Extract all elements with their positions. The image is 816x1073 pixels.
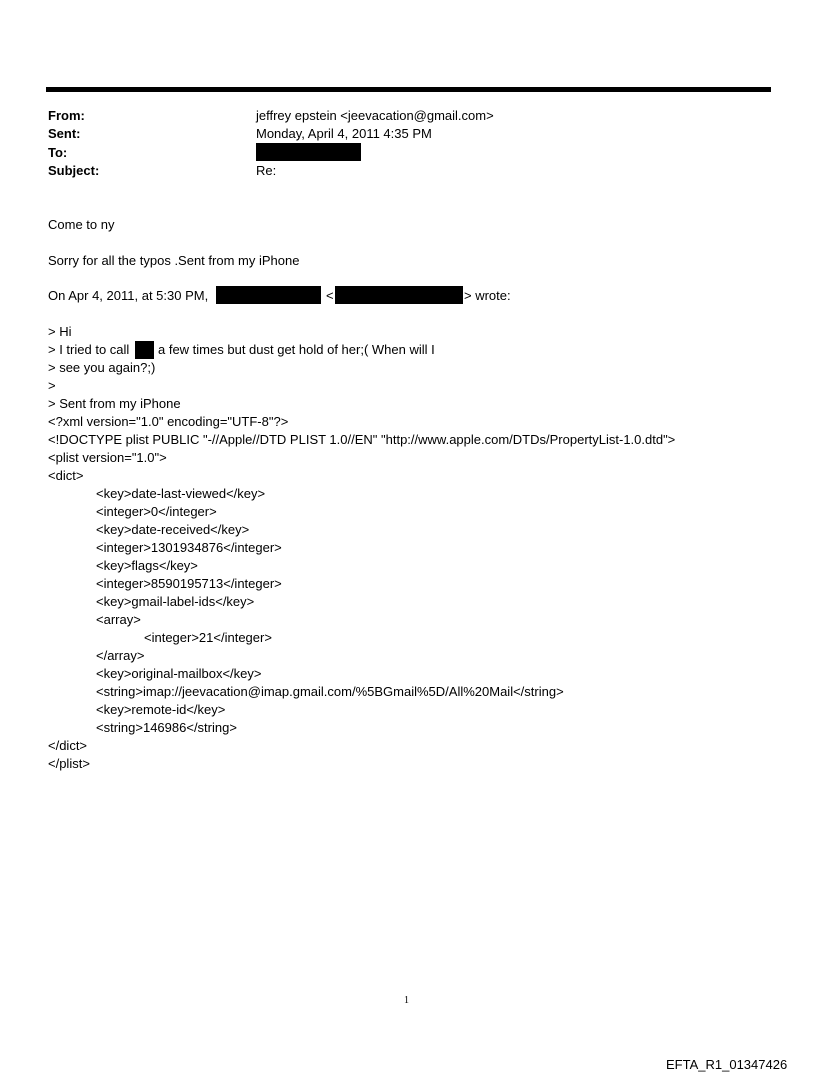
to-label: To: bbox=[48, 145, 68, 160]
wrote-prefix: On Apr 4, 2011, at 5:30 PM, bbox=[48, 288, 209, 303]
xml-line: <!DOCTYPE plist PUBLIC "-//Apple//DTD PLIST 1.0//EN" "http://www.apple.com/DTDs/PropertyList-1.0.dtd"> bbox=[48, 432, 676, 447]
xml-line: </array> bbox=[96, 648, 145, 663]
subject-label: Subject: bbox=[48, 163, 100, 178]
xml-line: <plist version="1.0"> bbox=[48, 450, 167, 465]
header-divider bbox=[46, 87, 771, 92]
xml-line: <key>flags</key> bbox=[96, 558, 198, 573]
quote-line-5: > Sent from my iPhone bbox=[48, 396, 181, 411]
from-label: From: bbox=[48, 108, 85, 123]
document-id: EFTA_R1_01347426 bbox=[666, 1057, 788, 1072]
quote-line-1: > Hi bbox=[48, 324, 72, 339]
quote-line-4: > bbox=[48, 378, 56, 393]
name-redaction bbox=[135, 341, 154, 359]
body-line-2: Sorry for all the typos .Sent from my iPhone bbox=[48, 253, 300, 268]
xml-line: <array> bbox=[96, 612, 141, 627]
xml-line: <integer>8590195713</integer> bbox=[96, 576, 282, 591]
xml-line: </plist> bbox=[48, 756, 90, 771]
sent-value: Monday, April 4, 2011 4:35 PM bbox=[256, 126, 432, 141]
subject-value: Re: bbox=[256, 163, 277, 178]
sender-email-redaction bbox=[335, 286, 463, 304]
xml-line: <key>date-received</key> bbox=[96, 522, 250, 537]
from-value: jeffrey epstein <jeevacation@gmail.com> bbox=[256, 108, 494, 123]
xml-line: <key>gmail-label-ids</key> bbox=[96, 594, 255, 609]
xml-line: <integer>0</integer> bbox=[96, 504, 217, 519]
to-redaction bbox=[256, 143, 361, 161]
xml-line: <integer>21</integer> bbox=[144, 630, 272, 645]
quote-line-2-end: a few times but dust get hold of her;( When will I bbox=[158, 342, 435, 357]
sent-label: Sent: bbox=[48, 126, 81, 141]
xml-line: </dict> bbox=[48, 738, 88, 753]
wrote-suffix: > wrote: bbox=[464, 288, 511, 303]
xml-line: <integer>1301934876</integer> bbox=[96, 540, 282, 555]
wrote-lt: < bbox=[326, 288, 334, 303]
page-number: 1 bbox=[404, 995, 409, 1006]
xml-line: <key>remote-id</key> bbox=[96, 702, 226, 717]
sender-name-redaction bbox=[216, 286, 321, 304]
body-line-1: Come to ny bbox=[48, 217, 115, 232]
xml-line: <string>146986</string> bbox=[96, 720, 237, 735]
xml-line: <key>date-last-viewed</key> bbox=[96, 486, 266, 501]
xml-line: <key>original-mailbox</key> bbox=[96, 666, 262, 681]
xml-line: <dict> bbox=[48, 468, 84, 483]
quote-line-3: > see you again?;) bbox=[48, 360, 156, 375]
xml-line: <string>imap://jeevacation@imap.gmail.com/%5BGmail%5D/All%20Mail</string> bbox=[96, 684, 564, 699]
xml-line: <?xml version="1.0" encoding="UTF-8"?> bbox=[48, 414, 289, 429]
quote-line-2-start: > I tried to call bbox=[48, 342, 130, 357]
